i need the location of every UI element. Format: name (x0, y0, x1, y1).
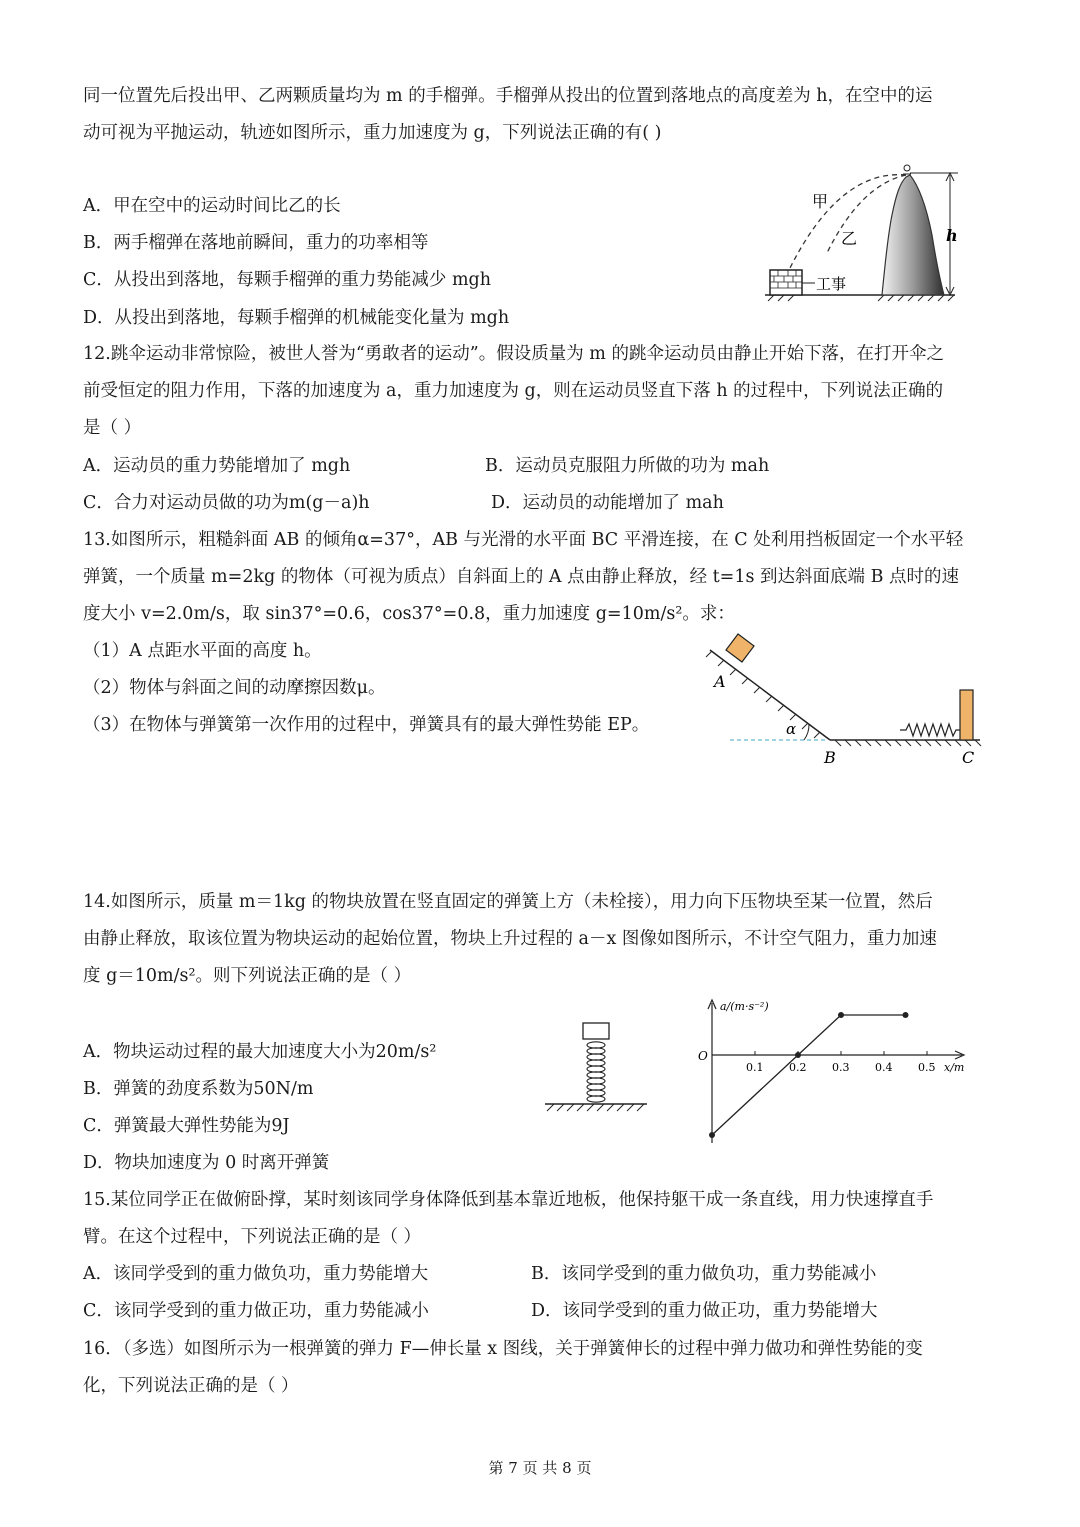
q13-stem-line1: 13.如图所示，粗糙斜面 AB 的倾角α=37°，AB 与光滑的水平面 BC 平滑连接，在 C 处利用挡板固定一个水平轻 (83, 530, 964, 550)
label-A: A (714, 672, 726, 691)
origin-label: O (698, 1049, 708, 1063)
x-tick-label: 0.3 (832, 1061, 850, 1074)
block-on-spring-icon (583, 1023, 609, 1039)
label-gongshi: 工事 (816, 275, 847, 293)
label-yi: 乙 (841, 229, 858, 248)
a-x-chart (690, 995, 980, 1145)
q15-option-a: A．该同学受到的重力做负功，重力势能增大 (83, 1264, 429, 1284)
q15-option-b: B．该同学受到的重力做负功，重力势能减小 (531, 1264, 877, 1284)
q13-sub3: （3）在物体与弹簧第一次作用的过程中，弹簧具有的最大弹性势能 EP。 (83, 715, 650, 735)
q12-stem-line1: 12.跳伞运动非常惊险，被世人誉为“勇敢者的运动”。假设质量为 m 的跳伞运动员由静止开始下落，在打开伞之 (83, 344, 944, 364)
q14-option-d: D．物块加速度为 0 时离开弹簧 (83, 1153, 330, 1173)
label-B: B (824, 748, 836, 767)
q14-stem-line1: 14.如图所示，质量 m＝1kg 的物块放置在竖直固定的弹簧上方（未栓接），用力向下压物块至某一位置，然后 (83, 892, 933, 912)
block-icon (726, 634, 754, 662)
data-point (709, 1132, 715, 1138)
q15-stem-line1: 15.某位同学正在做俯卧撑，某时刻该同学身体降低到基本靠近地板，他保持躯干成一条直线，用力快速撑直手 (83, 1190, 934, 1210)
q12-option-b: B．运动员克服阻力所做的功为 mah (485, 456, 770, 476)
series-line (712, 1015, 906, 1135)
q12-stem-line3: 是（ ） (83, 418, 142, 438)
q11-option-b: B．两手榴弹在落地前瞬间，重力的功率相等 (83, 233, 429, 253)
q15-stem-line2: 臂。在这个过程中，下列说法正确的是（ ） (83, 1227, 422, 1247)
label-alpha: α (786, 720, 797, 738)
q13-incline-figure (700, 630, 1000, 770)
q12-option-a: A．运动员的重力势能增加了 mgh (83, 456, 351, 476)
q11-stem-line2: 动可视为平抛运动，轨迹如图所示，重力加速度为 g，下列说法正确的有( ) (83, 123, 662, 143)
q11-option-d: D．从投出到落地，每颗手榴弹的机械能变化量为 mgh (83, 308, 510, 328)
q13-stem-line2: 弹簧，一个质量 m=2kg 的物体（可视为质点）自斜面上的 A 点由静止释放，经 t=1s 到达斜面底端 B 点时的速 (83, 567, 960, 587)
x-axis-label: x/m (944, 1061, 965, 1074)
x-tick-label: 0.1 (746, 1061, 764, 1074)
q13-sub1: （1）A 点距水平面的高度 h。 (83, 641, 322, 661)
q14-option-a: A．物块运动过程的最大加速度大小为20m/s² (83, 1042, 437, 1062)
q11-stem-line1: 同一位置先后投出甲、乙两颗质量均为 m 的手榴弹。手榴弹从投出的位置到落地点的高度差为 h，在空中的运 (83, 86, 933, 106)
x-tick-label: 0.4 (875, 1061, 893, 1074)
q12-option-c: C．合力对运动员做的功为m(g－a)h (83, 493, 370, 513)
data-point (795, 1052, 801, 1058)
data-point (903, 1012, 909, 1018)
q14-option-c: C．弹簧最大弹性势能为9J (83, 1116, 290, 1136)
q16-stem-line1: 16．（多选）如图所示为一根弹簧的弹力 F—伸长量 x 图线，关于弹簧伸长的过程中弹力做功和弹性势能的变 (83, 1339, 923, 1359)
label-h: h (946, 226, 958, 245)
q14-stem-line3: 度 g＝10m/s²。则下列说法正确的是（ ） (83, 966, 412, 986)
q12-stem-line2: 前受恒定的阻力作用，下落的加速度为 a，重力加速度为 g，则在运动员竖直下落 h 的过程中，下列说法正确的 (83, 381, 944, 401)
bunker-icon (770, 270, 802, 295)
q14-stem-line2: 由静止释放，取该位置为物块运动的起始位置，物块上升过程的 a－x 图像如图所示，不计空气阻力，重力加速 (83, 929, 937, 949)
y-axis-label: a/(m·s⁻²) (720, 1000, 769, 1013)
q15-option-d: D．该同学受到的重力做正功，重力势能增大 (531, 1301, 878, 1321)
q16-stem-line2: 化，下列说法正确的是（ ） (83, 1376, 299, 1396)
q11-option-a: A．甲在空中的运动时间比乙的长 (83, 196, 341, 216)
q13-sub2: （2）物体与斜面之间的动摩擦因数μ。 (83, 678, 386, 698)
q12-option-d: D．运动员的动能增加了 mah (491, 493, 724, 513)
q11-trajectory-figure (760, 155, 1000, 310)
baffle-plate (960, 690, 973, 740)
label-jia: 甲 (812, 192, 829, 211)
vertical-spring-icon (587, 1042, 605, 1102)
x-tick-label: 0.5 (918, 1061, 936, 1074)
label-C: C (962, 748, 975, 767)
data-point (838, 1012, 844, 1018)
q13-stem-line3: 度大小 v=2.0m/s，取 sin37°=0.6，cos37°=0.8，重力加速度 g=10m/s²。求： (83, 604, 735, 624)
page-footer: 第 7 页 共 8 页 (488, 1459, 592, 1477)
x-tick-label: 0.2 (789, 1061, 807, 1074)
spring-icon (900, 724, 960, 736)
q11-option-c: C．从投出到落地，每颗手榴弹的重力势能减少 mgh (83, 270, 492, 290)
q14-spring-figure (535, 1018, 655, 1118)
cliff-rock-icon (882, 175, 944, 295)
q15-option-c: C．该同学受到的重力做正功，重力势能减小 (83, 1301, 429, 1321)
q14-option-b: B．弹簧的劲度系数为50N/m (83, 1079, 314, 1099)
